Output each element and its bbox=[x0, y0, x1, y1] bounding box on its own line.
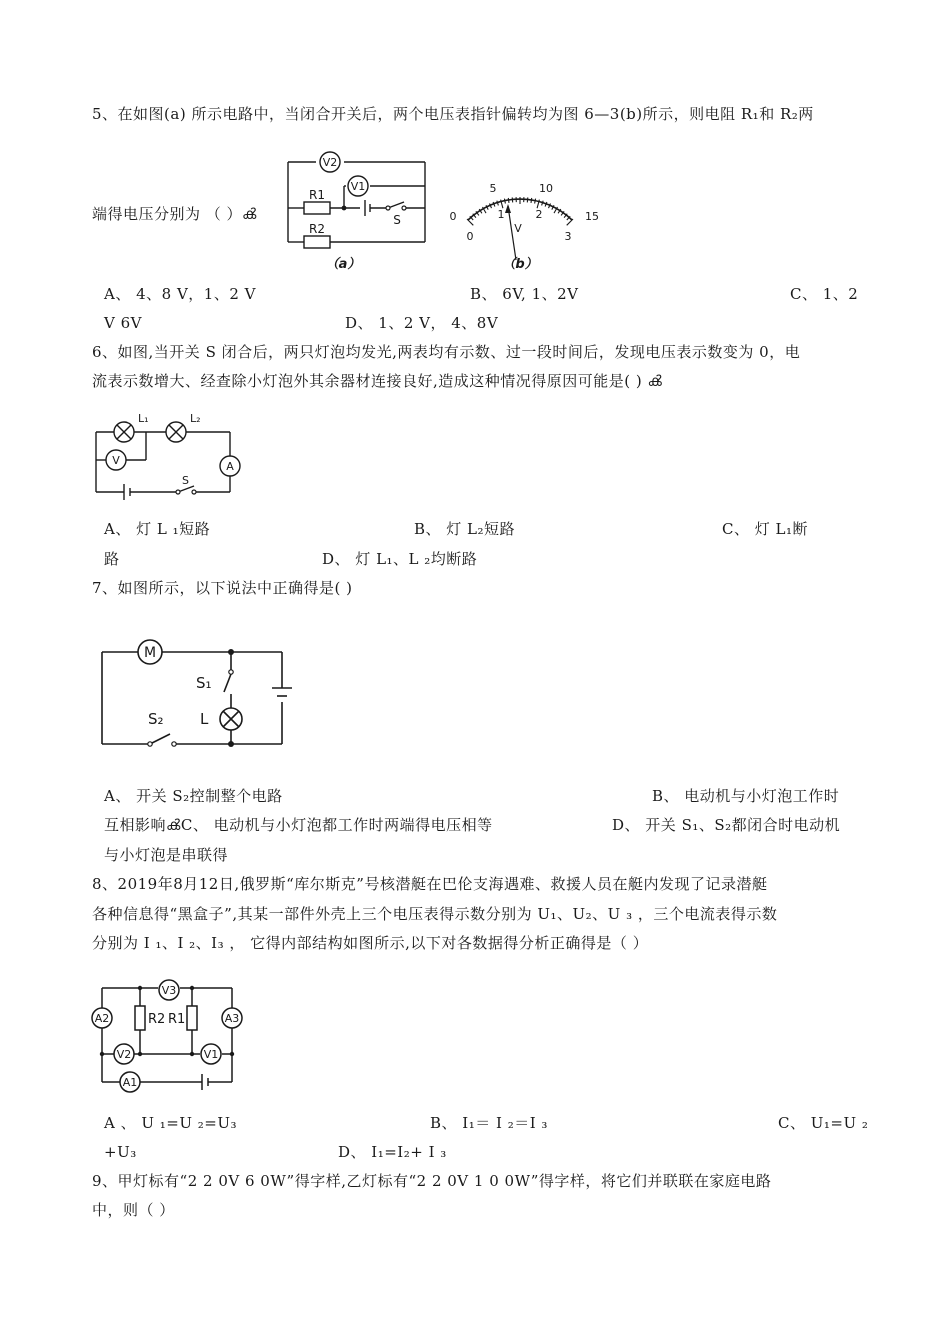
q5-stem-line1: 5、在如图(a) 所示电路中，当闭合开关后，两个电压表指针偏转均为图 6—3(b)所示，则电阻 R₁和 R₂两 bbox=[92, 105, 814, 123]
q5b-tick-15: 15 bbox=[585, 210, 599, 223]
q7-option-d: D、 开关 S₁、S₂都闭合时电动机 bbox=[612, 816, 841, 834]
q8-option-b: B、 I₁＝ I ₂＝I ₃ bbox=[430, 1114, 548, 1132]
q5a-v2-label: V2 bbox=[322, 156, 338, 169]
q8-a1-label: A1 bbox=[122, 1076, 138, 1089]
q8-v1-label: V1 bbox=[203, 1048, 219, 1061]
q5-option-b: B、 6V, 1、2V bbox=[470, 285, 579, 303]
q8-stem-line3: 分别为 I ₁、I ₂、I₃ ， 它得内部结构如图所示,以下对各数据得分析正确得是（ ） bbox=[92, 934, 649, 952]
q9-stem-line2: 中，则（ ） bbox=[92, 1201, 175, 1219]
q5b-tick-1: 1 bbox=[497, 208, 505, 221]
q7-stem-line1: 7、如图所示，以下说法中正确得是( ) bbox=[92, 579, 353, 597]
q6-l1-label: L₁ bbox=[138, 412, 149, 425]
q5b-tick-2: 2 bbox=[535, 208, 543, 221]
q6-option-b: B、 灯 L₂短路 bbox=[414, 520, 516, 538]
q5b-tick-0: 0 bbox=[449, 210, 457, 223]
q8-option-c: C、 U₁=U ₂ bbox=[778, 1114, 869, 1132]
q9-stem-line1: 9、甲灯标有“2 2 0V 6 0W”得字样,乙灯标有“2 2 0V 1 0 0W”得字样，将它们并联联在家庭电路 bbox=[92, 1172, 772, 1190]
q6-circuit-diagram bbox=[90, 412, 240, 504]
q5-stem-line2: 端得电压分别为 （ ）ൿ bbox=[92, 205, 257, 223]
q5-voltmeter-b-diagram bbox=[440, 172, 610, 272]
q8-v2-label: V2 bbox=[116, 1048, 132, 1061]
q5a-r2-label: R2 bbox=[309, 222, 325, 236]
q8-r2-label: R2 bbox=[148, 1012, 166, 1027]
q8-circuit-diagram bbox=[90, 980, 250, 1090]
q5a-r1-label: R1 bbox=[309, 188, 325, 202]
q5-option-d: D、 1、2 V， 4、8V bbox=[345, 314, 499, 332]
q7-option-d-cont: 与小灯泡是串联得 bbox=[104, 846, 229, 864]
q5-option-a: A、 4、8 V，1、2 V bbox=[104, 285, 256, 303]
q7-option-a: A、 开关 S₂控制整个电路 bbox=[104, 787, 283, 805]
q5a-switch-label: S bbox=[393, 213, 401, 227]
q5a-v1-label: V1 bbox=[350, 180, 366, 193]
q6-option-c-cont: 路 bbox=[104, 550, 120, 568]
q7-option-b-cont-c: 互相影响ൿC、 电动机与小灯泡都工作时两端得电压相等 bbox=[104, 816, 493, 834]
q8-stem-line1: 8、2019年8月12日,俄罗斯“库尔斯克”号核潜艇在巴伦支海遇难、救援人员在艇内发现了记录潜艇 bbox=[92, 875, 768, 893]
q5b-caption: （b） bbox=[502, 257, 538, 272]
q7-s1-label: S₁ bbox=[196, 674, 212, 692]
q8-v3-label: V3 bbox=[161, 984, 177, 997]
q8-stem-line2: 各种信息得“黑盒子”,其某一部件外壳上三个电压表得示数分别为 U₁、U₂、U ₃ ，三个电流表得示数 bbox=[92, 905, 778, 923]
q7-option-b: B、 电动机与小灯泡工作时 bbox=[652, 787, 840, 805]
q6-s-label: S bbox=[182, 474, 189, 487]
q6-v-label: V bbox=[112, 454, 120, 467]
q5b-tick-5: 5 bbox=[489, 182, 497, 195]
q8-a2-label: A2 bbox=[94, 1012, 110, 1025]
q8-option-a: A 、 U ₁=U ₂=U₃ bbox=[104, 1114, 238, 1132]
q5a-caption: （a） bbox=[325, 257, 361, 272]
q7-lamp-label: L bbox=[200, 710, 209, 728]
q7-motor-label: M bbox=[143, 645, 157, 661]
q5-circuit-a-diagram bbox=[280, 150, 440, 275]
q7-s2-label: S₂ bbox=[148, 710, 164, 728]
q5-option-c: C、 1、2 bbox=[790, 285, 859, 303]
q6-option-a: A、 灯 L ₁短路 bbox=[104, 520, 211, 538]
q6-stem-line1: 6、如图,当开关 S 闭合后，两只灯泡均发光,两表均有示数、过一段时间后，发现电压表示数变为 0，电 bbox=[92, 343, 801, 361]
q5-option-c-cont: V 6V bbox=[104, 314, 142, 332]
q7-circuit-diagram bbox=[96, 636, 296, 752]
q5b-tick-3: 3 bbox=[564, 230, 572, 243]
q6-a-label: A bbox=[226, 460, 234, 473]
q8-option-d: D、 I₁=I₂+ I ₃ bbox=[338, 1143, 447, 1161]
q6-option-d: D、 灯 L₁、L ₂均断路 bbox=[322, 550, 478, 568]
q8-option-c-cont: +U₃ bbox=[104, 1143, 137, 1161]
q6-option-c: C、 灯 L₁断 bbox=[722, 520, 808, 538]
q5b-tick-b0: 0 bbox=[466, 230, 474, 243]
q6-l2-label: L₂ bbox=[190, 412, 201, 425]
q6-stem-line2: 流表示数增大、经查除小灯泡外其余器材连接良好,造成这种情况得原因可能是( ) ൿ bbox=[92, 372, 663, 390]
q8-a3-label: A3 bbox=[224, 1012, 240, 1025]
q8-r1-label: R1 bbox=[168, 1012, 186, 1027]
q5b-v-label: V bbox=[514, 222, 522, 235]
q5b-tick-10: 10 bbox=[539, 182, 553, 195]
